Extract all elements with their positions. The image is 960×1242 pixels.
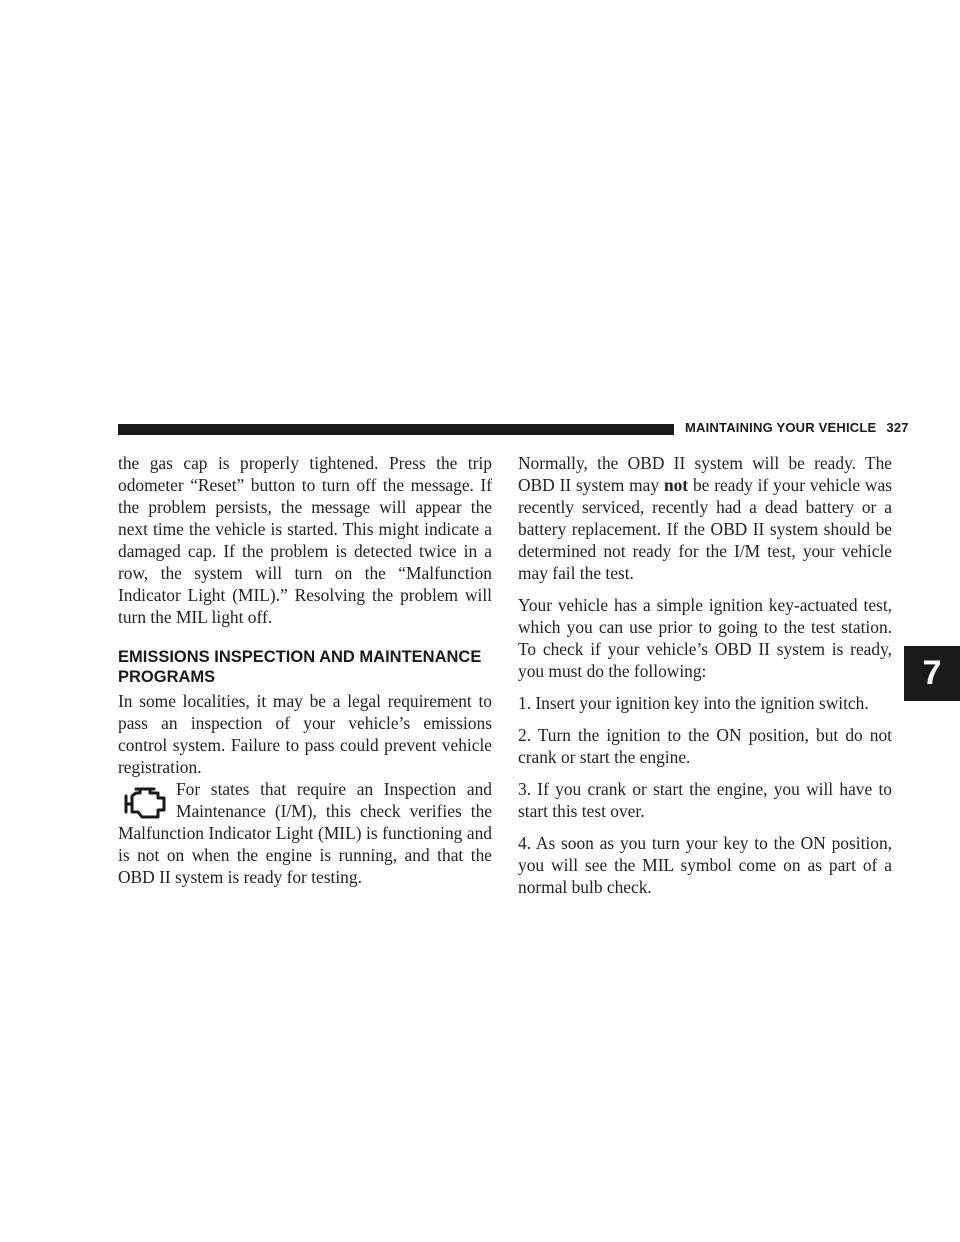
key-test-paragraph: Your vehicle has a simple ignition key-actuated test, which you can use prior to going to the test station. To check if your vehicle’s OBD II system is ready, you must do the following: — [518, 595, 892, 681]
obd-ready-text-a: Normally, the OBD II system will be ready. The OBD II system may — [518, 453, 892, 495]
obd-ready-emphasis: not — [663, 475, 689, 495]
step-item: 2. Turn the ignition to the ON position, but do not crank or start the engine. — [518, 725, 892, 767]
im-check-paragraph — [118, 778, 492, 888]
running-header — [685, 420, 909, 435]
obd-ready-paragraph — [518, 452, 892, 584]
check-engine-icon — [118, 784, 168, 822]
obd-ready-text-b: be ready if your vehicle was recently serviced, recently had a dead battery or a battery replacement. If the OBD II system should be determined not ready for the I/M test, your vehicle may fail the test. — [518, 475, 892, 583]
gas-cap-paragraph: the gas cap is properly tightened. Press the trip odometer “Reset” button to turn off the message. If the problem persists, the message will appear the next time the vehicle is started. This might indicate a damaged cap. If the problem is detected twice in a row, the system will turn on the “Malfunction Indicator Light (MIL).” Resolving the problem will turn the MIL light off. — [118, 453, 492, 627]
step-item: 4. As soon as you turn your key to the ON position, you will see the MIL symbol come on as part of a normal bulb check. — [518, 833, 892, 897]
page-number: 327 — [886, 420, 909, 435]
left-column — [118, 452, 492, 888]
step-item: 3. If you crank or start the engine, you will have to start this test over. — [518, 779, 892, 821]
chapter-tab — [904, 646, 960, 701]
im-check-text: For states that require an Inspection and Maintenance (I/M), this check verifies the Malfunction Indicator Light (MIL) is functioning and is not on when the engine is running, and that the OBD II system is ready for testing. — [118, 779, 492, 887]
step-item: 1. Insert your ignition key into the ignition switch. — [518, 693, 869, 713]
header-rule — [118, 424, 674, 435]
section-title: MAINTAINING YOUR VEHICLE — [685, 420, 877, 435]
section-heading: EMISSIONS INSPECTION AND MAINTENANCE PROGRAMS — [118, 648, 482, 686]
chapter-number: 7 — [922, 654, 942, 692]
right-column — [518, 452, 892, 898]
emissions-intro-paragraph: In some localities, it may be a legal requirement to pass an inspection of your vehicle’s emissions control system. Failure to pass could prevent vehicle registration. — [118, 691, 492, 777]
